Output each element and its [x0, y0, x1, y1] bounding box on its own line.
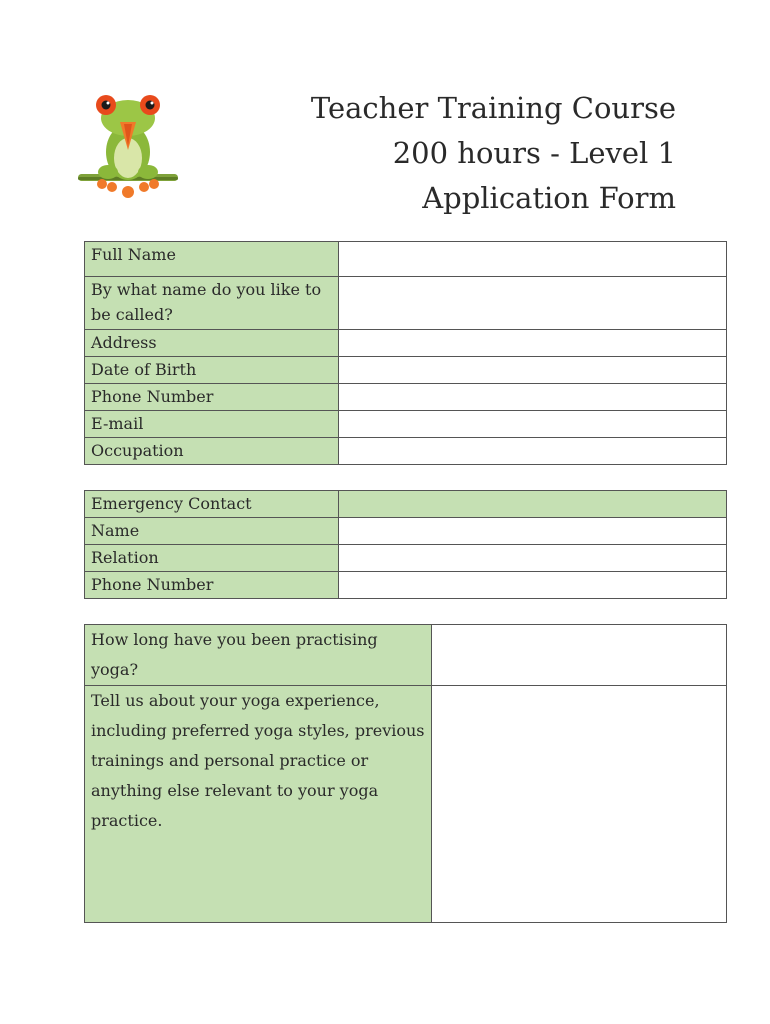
phone-number-field[interactable] — [339, 384, 727, 411]
full-name-field[interactable] — [339, 242, 727, 277]
label-emergency-name: Name — [85, 518, 339, 545]
label-phone-number: Phone Number — [85, 384, 339, 411]
label-emergency-phone: Phone Number — [85, 572, 339, 599]
label-occupation: Occupation — [85, 438, 339, 465]
date-of-birth-field[interactable] — [339, 357, 727, 384]
title-line-2: 200 hours - Level 1 — [392, 136, 676, 170]
title-line-1: Teacher Training Course — [310, 91, 676, 125]
emergency-contact-table — [84, 490, 727, 599]
yoga-experience-table — [84, 624, 727, 923]
frog-icon — [74, 88, 182, 206]
label-preferred-name: By what name do you like to be called? — [85, 277, 339, 330]
label-date-of-birth: Date of Birth — [85, 357, 339, 384]
label-email: E-mail — [85, 411, 339, 438]
address-field[interactable] — [339, 330, 727, 357]
label-emergency-relation: Relation — [85, 545, 339, 572]
emergency-heading-fill — [339, 491, 727, 518]
form-title — [311, 86, 676, 221]
title-line-3: Application Form — [422, 181, 676, 215]
label-yoga-experience: Tell us about your yoga experience, including preferred yoga styles, previous trainings and personal practice or anything else relevant to your yoga practice. — [85, 686, 432, 923]
emergency-contact-heading: Emergency Contact — [85, 491, 339, 518]
emergency-name-field[interactable] — [339, 518, 727, 545]
practice-duration-field[interactable] — [432, 625, 727, 686]
preferred-name-field[interactable] — [339, 277, 727, 330]
yoga-experience-field[interactable] — [432, 686, 727, 923]
personal-details-table — [84, 241, 727, 465]
emergency-relation-field[interactable] — [339, 545, 727, 572]
label-full-name: Full Name — [85, 242, 339, 277]
email-field[interactable] — [339, 411, 727, 438]
emergency-phone-field[interactable] — [339, 572, 727, 599]
occupation-field[interactable] — [339, 438, 727, 465]
label-address: Address — [85, 330, 339, 357]
label-practice-duration: How long have you been practising yoga? — [85, 625, 432, 686]
